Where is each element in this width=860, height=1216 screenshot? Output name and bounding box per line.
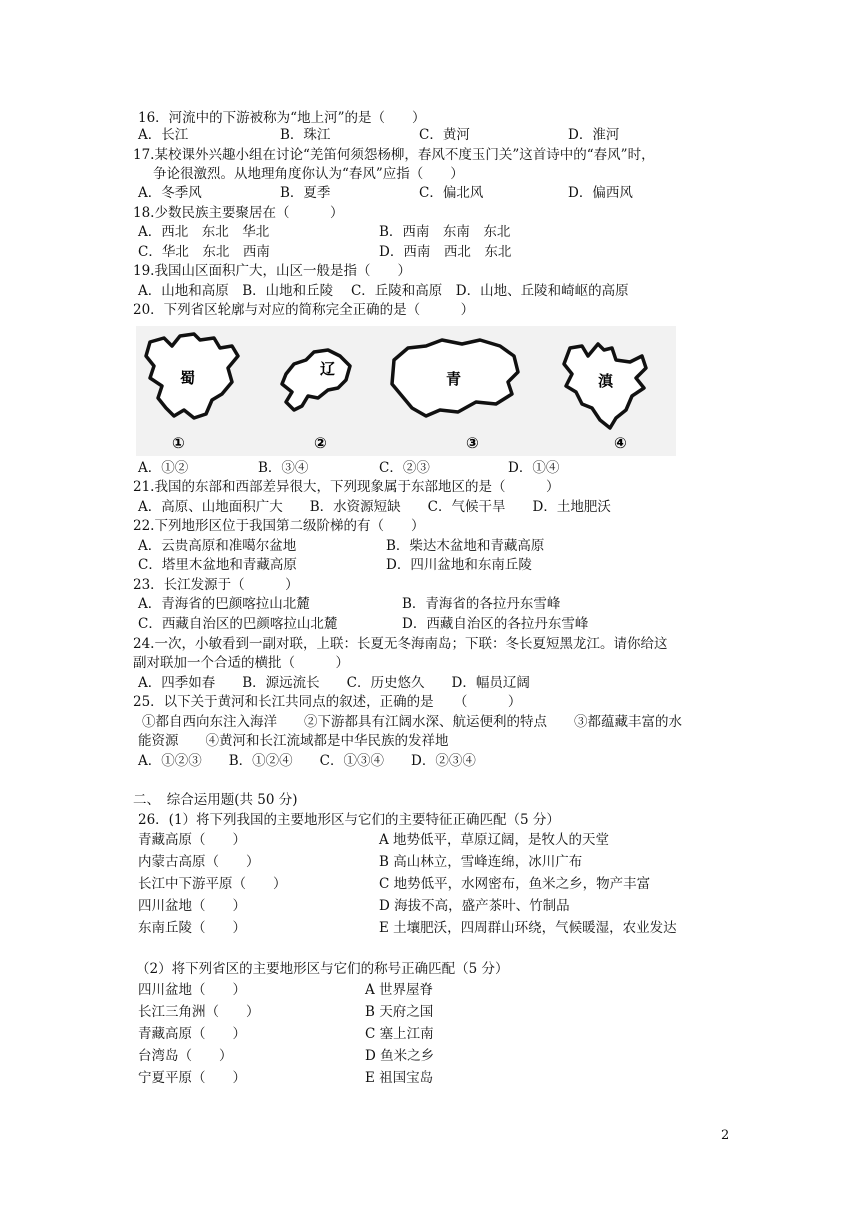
q26-p2-left-2: 长江三角洲（ ） xyxy=(138,1004,260,1020)
q26-p2-right-1: A 世界屋脊 xyxy=(365,982,434,998)
q26-p1-left-4: 四川盆地（ ） xyxy=(138,898,246,914)
q26-part2-stem: （2）将下列省区的主要地形区与它们的称号正确匹配（5 分） xyxy=(136,961,509,977)
q25-statements-line2: 能资源 ④黄河和长江流域都是中华民族的发祥地 xyxy=(138,733,449,749)
q19-options: A．山地和高原 B．山地和丘陵 C．丘陵和高原 D．山地、丘陵和崎岖的高原 xyxy=(138,283,629,299)
map-label-3: 青 xyxy=(446,370,462,388)
q26-p1-right-4: D 海拔不高，盛产茶叶、竹制品 xyxy=(379,898,570,914)
q23-option-d: D．西藏自治区的各拉丹东雪峰 xyxy=(402,616,589,632)
q16-stem: 16．河流中的下游被称为“地上河”的是（ ） xyxy=(138,110,426,126)
q23-stem: 23．长江发源于（ ） xyxy=(133,577,299,593)
q18-option-b: B．西南 东南 东北 xyxy=(379,224,511,240)
q16-option-b: B．珠江 xyxy=(280,127,331,143)
map-label-4: 滇 xyxy=(598,372,614,390)
q26-p1-left-1: 青藏高原（ ） xyxy=(138,832,246,848)
q20-option-a: A．①② xyxy=(138,460,189,476)
q17-option-c: C．偏北风 xyxy=(419,185,484,201)
q26-p2-right-5: E 祖国宝岛 xyxy=(365,1070,434,1086)
q24-options: A．四季如春 B．源远流长 C．历史悠久 D．幅员辽阔 xyxy=(138,675,530,691)
q23-option-b: B．青海省的各拉丹东雪峰 xyxy=(402,596,561,612)
map-number-2: ② xyxy=(314,434,327,452)
q25-statements-line1: ①都自西向东注入海洋 ②下游都具有江阔水深、航运便利的特点 ③都蕴藏丰富的水 xyxy=(142,714,682,730)
q24-stem-line1: 24.一次，小敏看到一副对联，上联：长夏无冬海南岛；下联：冬长夏短黑龙江。请你给这 xyxy=(133,636,668,652)
q21-options: A．高原、山地面积广大 B．水资源短缺 C．气候干旱 D．土地肥沃 xyxy=(138,499,611,515)
map-label-2: 辽 xyxy=(320,360,336,378)
q26-p1-left-5: 东南丘陵（ ） xyxy=(138,920,246,936)
q26-p2-right-2: B 天府之国 xyxy=(365,1004,434,1020)
q25-options: A．①②③ B．①②④ C．①③④ D．②③④ xyxy=(138,753,476,769)
q18-option-d: D．西南 西北 东北 xyxy=(379,244,512,260)
q17-stem-line2: 争论很激烈。从地理角度你认为“春风”应指（ ） xyxy=(153,166,464,182)
q26-p2-left-1: 四川盆地（ ） xyxy=(138,982,246,998)
q26-p1-right-5: E 土壤肥沃，四周群山环绕，气候暖湿，农业发达 xyxy=(379,920,677,936)
q24-stem-line2: 副对联加一个合适的横批（ ） xyxy=(133,655,349,671)
q21-stem: 21.我国的东部和西部差异很大，下列现象属于东部地区的是（ ） xyxy=(133,479,560,495)
q22-stem: 22.下列地形区位于我国第二级阶梯的有（ ） xyxy=(133,518,425,534)
q22-option-b: B．柴达木盆地和青藏高原 xyxy=(386,538,545,554)
q26-p2-left-5: 宁夏平原（ ） xyxy=(138,1070,246,1086)
q23-option-a: A．青海省的巴颜喀拉山北麓 xyxy=(138,596,310,612)
map-number-1: ① xyxy=(172,434,185,452)
q20-province-outline-maps xyxy=(136,326,676,456)
q26-p1-left-3: 长江中下游平原（ ） xyxy=(138,876,287,892)
q17-stem-line1: 17.某校课外兴趣小组在讨论“羌笛何须怨杨柳，春风不度玉门关”这首诗中的“春风”时， xyxy=(133,147,655,163)
q26-p2-right-3: C 塞上江南 xyxy=(365,1026,434,1042)
map-number-4: ④ xyxy=(614,434,627,452)
q22-option-a: A．云贵高原和准噶尔盆地 xyxy=(138,538,297,554)
q22-option-d: D．四川盆地和东南丘陵 xyxy=(386,557,532,573)
q17-option-b: B．夏季 xyxy=(280,185,331,201)
section2-title: 二、 综合运用题(共 50 分) xyxy=(133,792,298,808)
q26-p2-left-3: 青藏高原（ ） xyxy=(138,1026,246,1042)
q22-option-c: C．塔里木盆地和青藏高原 xyxy=(138,557,297,573)
q20-option-b: B．③④ xyxy=(258,460,309,476)
q20-option-d: D．①④ xyxy=(508,460,560,476)
page-number: 2 xyxy=(721,1128,730,1143)
q25-stem: 25．以下关于黄河和长江共同点的叙述，正确的是 （ ） xyxy=(133,694,522,710)
q16-option-a: A．长江 xyxy=(138,127,189,143)
q19-stem: 19.我国山区面积广大，山区一般是指（ ） xyxy=(133,263,411,279)
q20-stem: 20．下列省区轮廓与对应的简称完全正确的是（ ） xyxy=(133,302,475,318)
q18-stem: 18.少数民族主要聚居在（ ） xyxy=(133,205,344,221)
q26-p2-right-4: D 鱼米之乡 xyxy=(365,1048,435,1064)
q18-option-a: A．西北 东北 华北 xyxy=(138,224,270,240)
q26-p1-right-1: A 地势低平，草原辽阔，是牧人的天堂 xyxy=(379,832,610,848)
q26-p1-left-2: 内蒙古高原（ ） xyxy=(138,854,260,870)
q17-option-d: D．偏西风 xyxy=(568,185,633,201)
q23-option-c: C．西藏自治区的巴颜喀拉山北麓 xyxy=(138,616,338,632)
q16-option-c: C．黄河 xyxy=(419,127,470,143)
q26-part1-stem: 26．(1）将下列我国的主要地形区与它们的主要特征正确匹配（5 分） xyxy=(138,812,560,828)
q20-option-c: C．②③ xyxy=(379,460,430,476)
q26-p1-right-3: C 地势低平，水网密布，鱼米之乡，物产丰富 xyxy=(379,876,651,892)
map-label-1: 蜀 xyxy=(180,369,196,387)
q26-p2-left-4: 台湾岛（ ） xyxy=(138,1048,233,1064)
q16-option-d: D．淮河 xyxy=(568,127,620,143)
q18-option-c: C．华北 东北 西南 xyxy=(138,244,270,260)
map-number-3: ③ xyxy=(466,434,479,452)
q17-option-a: A．冬季风 xyxy=(138,185,202,201)
q26-p1-right-2: B 高山林立，雪峰连绵，冰川广布 xyxy=(379,854,583,870)
